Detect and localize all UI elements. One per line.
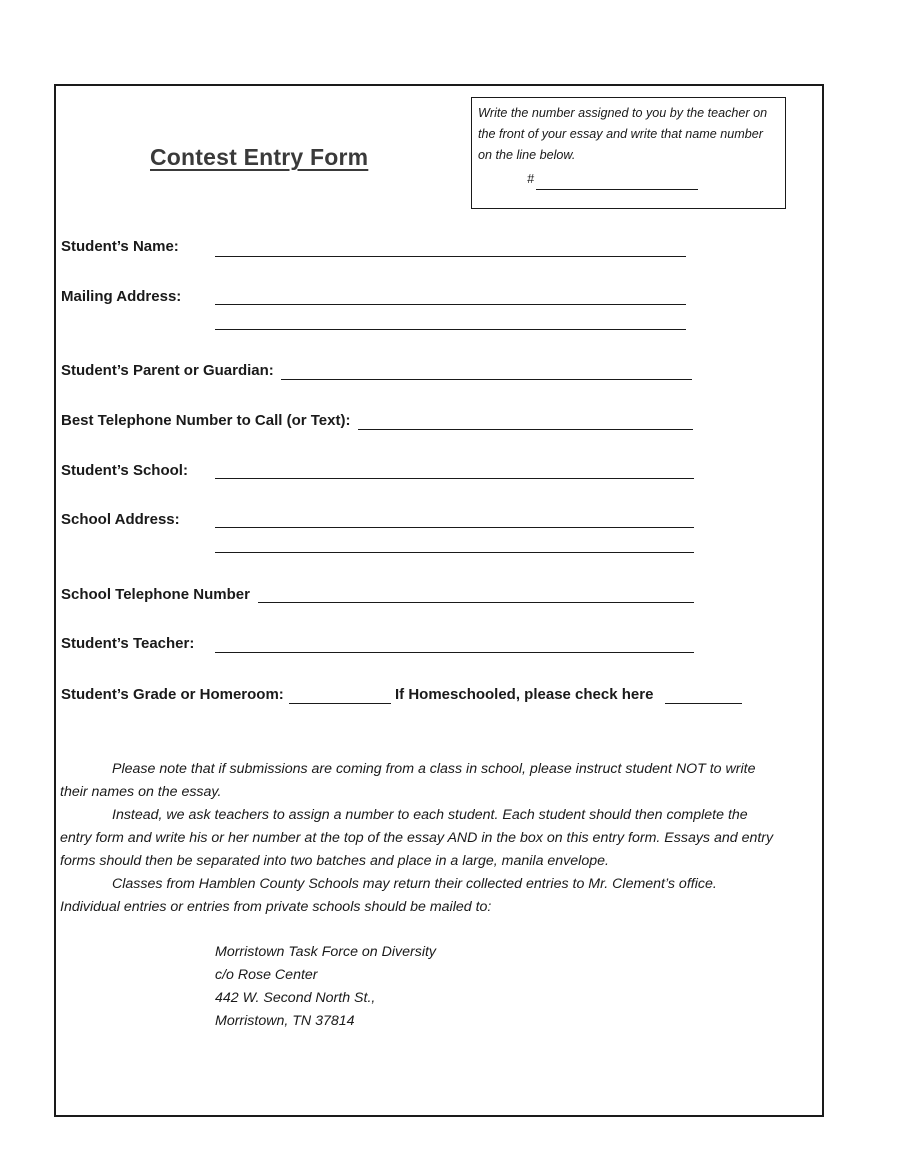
parent-guardian-line[interactable]	[281, 379, 692, 380]
grade-homeroom-label: Student’s Grade or Homeroom:	[61, 686, 284, 703]
teacher-line[interactable]	[215, 652, 694, 653]
essay-number-field[interactable]	[527, 169, 698, 190]
school-label: Student’s School:	[61, 462, 188, 479]
address-line: Morristown, TN 37814	[215, 1013, 355, 1029]
essay-number-box	[471, 97, 786, 209]
school-line[interactable]	[215, 478, 694, 479]
essay-number-blank[interactable]	[536, 175, 698, 190]
student-name-line[interactable]	[215, 256, 686, 257]
school-phone-line[interactable]	[258, 602, 694, 603]
homeschooled-check-line[interactable]	[665, 703, 742, 704]
address-line: 442 W. Second North St.,	[215, 990, 376, 1006]
mailing-address-block	[215, 941, 436, 1033]
homeschooled-label: If Homeschooled, please check here	[395, 686, 654, 703]
student-name-label: Student’s Name:	[61, 238, 179, 255]
school-address-line-2[interactable]	[215, 552, 694, 553]
form-title: Contest Entry Form	[150, 144, 369, 170]
note-paragraph: Instead, we ask teachers to assign a number to each student. Each student should then complete the entry form and write his or her number at the top of the essay AND in the box on this entry form. Essays and entry forms should then be separated into two batches and place in a large, manila envelope.	[60, 807, 774, 869]
number-prefix: #	[527, 172, 535, 186]
address-line: Morristown Task Force on Diversity	[215, 944, 437, 960]
note-paragraph: Classes from Hamblen County Schools may return their collected entries to Mr. Clement’s office. Individual entries or entries from private schools should be mailed to:	[60, 876, 717, 915]
best-phone-line[interactable]	[358, 429, 693, 430]
notes-block	[60, 758, 775, 919]
mailing-address-label: Mailing Address:	[61, 288, 182, 305]
number-box-instructions: Write the number assigned to you by the teacher on the front of your essay and write that name number on the line below.	[478, 106, 768, 162]
parent-guardian-label: Student’s Parent or Guardian:	[61, 362, 274, 379]
note-paragraph: Please note that if submissions are coming from a class in school, please instruct student NOT to write their names on the essay.	[60, 761, 756, 800]
mailing-address-line-2[interactable]	[215, 329, 686, 330]
school-address-label: School Address:	[61, 511, 180, 528]
best-phone-label: Best Telephone Number to Call (or Text):	[61, 412, 351, 429]
grade-homeroom-line[interactable]	[289, 703, 391, 704]
mailing-address-line-1[interactable]	[215, 304, 686, 305]
school-address-line-1[interactable]	[215, 527, 694, 528]
school-phone-label: School Telephone Number	[61, 586, 250, 603]
teacher-label: Student’s Teacher:	[61, 635, 195, 652]
address-line: c/o Rose Center	[215, 967, 318, 983]
